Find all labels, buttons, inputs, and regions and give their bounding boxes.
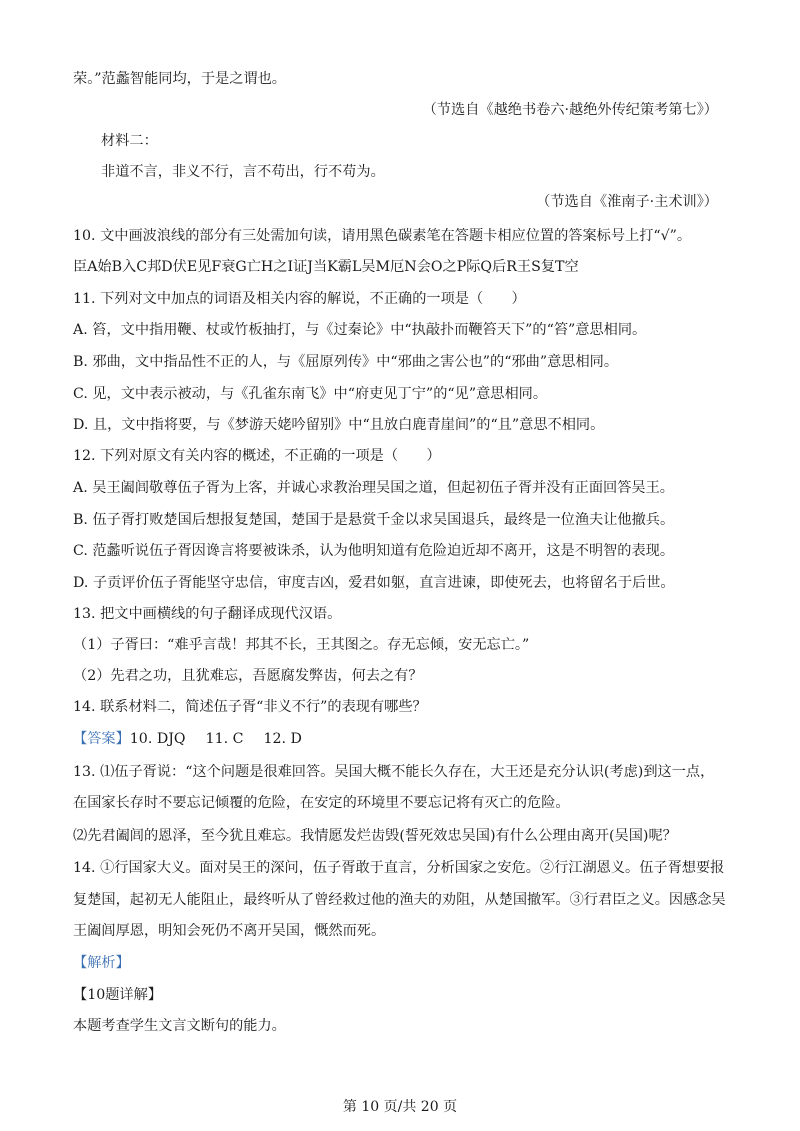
answer-14-line: 14. ①行国家大义。面对吴王的深问，伍子胥敢于直言，分析国家之安危。②行江湖恩义。伍子胥想要报 xyxy=(73,860,725,876)
detail-text: 本题考查学生文言文断句的能力。 xyxy=(73,1018,286,1034)
detail-heading: 【10题详解】 xyxy=(73,987,162,1003)
page-number: 第 10 页/共 20 页 xyxy=(342,1099,458,1115)
source-citation: （节选自《越绝书卷六·越绝外传纪策考第七》） xyxy=(422,102,718,118)
question-14: 14. 联系材料二，简述伍子胥“非义不行”的表现有哪些？ xyxy=(73,699,427,715)
answer-13-line: 在国家长存时不要忘记倾覆的危险，在安定的环境里不要忘记将有灭亡的危险。 xyxy=(73,795,570,811)
answer-13-line: 13. ⑴伍子胥说：“这个问题是很难回答。吴国大概不能长久存在，大王还是充分认识(考虑)到这一点， xyxy=(73,764,715,780)
answer-14-line: 复楚国，起初无人能阻止，最终听从了曾经救过他的渔夫的劝阻，从楚国撤军。③行君臣之义。因感念吴 xyxy=(73,892,726,908)
option-c: C. 范蠡听说伍子胥因谗言将要被诛杀，认为他明知道有危险迫近却不离开，这是不明智的表现。 xyxy=(73,543,675,559)
answer-10: 10. DJQ xyxy=(129,731,186,747)
option-c: C. 见，文中表示被动，与《孔雀东南飞》中“府吏见丁宁”的“见”意思相同。 xyxy=(73,386,548,402)
option-b: B. 邪曲，文中指品性不正的人，与《屈原列传》中“邪曲之害公也”的“邪曲”意思相同。 xyxy=(73,354,619,370)
option-a: A. 笞，文中指用鞭、杖或竹板抽打，与《过秦论》中“执敲扑而鞭笞天下”的“笞”意思相同。 xyxy=(73,322,647,338)
material-text: 非道不言，非义不行，言不苟出，行不苟为。 xyxy=(101,164,385,180)
question-13: 13. 把文中画横线的句子翻译成现代汉语。 xyxy=(73,606,342,622)
question-10-options: 臣A始B入C邦D伏E见F衰G亡H之I证J当K霸L吴M厄N会O之P际Q后R王S复T空 xyxy=(73,259,579,275)
answer-11: 11. C xyxy=(205,731,244,747)
answer-12: 12. D xyxy=(263,731,302,747)
answer-label: 【答案】 xyxy=(73,731,130,747)
analysis-label: 【解析】 xyxy=(73,955,130,971)
answer-14-line: 王阖闾厚恩，明知会死仍不离开吴国，慨然而死。 xyxy=(73,923,386,939)
option-d: D. 且，文中指将要，与《梦游天姥吟留别》中“且放白鹿青崖间”的“且”意思不相同。 xyxy=(73,417,605,433)
question-13-part1: （1）子胥曰：“难乎言哉！邦其不长，王其图之。存无忘倾，安无忘亡。” xyxy=(73,637,530,653)
question-12: 12. 下列对原文有关内容的概述，不正确的一项是（ ） xyxy=(73,448,441,464)
text-line: 荣。”范蠡智能同均，于是之谓也。 xyxy=(73,71,286,87)
material-heading: 材料二： xyxy=(101,133,158,149)
question-11: 11. 下列对文中加点的词语及相关内容的解说，不正确的一项是（ ） xyxy=(73,291,526,307)
option-b: B. 伍子胥打败楚国后想报复楚国，楚国于是悬赏千金以求吴国退兵，最终是一位渔夫让他撤兵。 xyxy=(73,512,675,528)
source-citation: （节选自《淮南子·主术训》） xyxy=(536,194,718,210)
option-d: D. 子贡评价伍子胥能坚守忠信，审度吉凶，爱君如躯，直言进谏，即使死去，也将留名于后世。 xyxy=(73,575,675,591)
answer-row xyxy=(73,729,302,749)
answer-13-line: ⑵先君阖闾的恩泽，至今犹且难忘。我情愿发烂齿毁(誓死效忠吴国)有什么公理由离开(吴国)呢？ xyxy=(73,828,677,844)
option-a: A. 吴王阖闾敬尊伍子胥为上客，并诚心求教治理吴国之道，但起初伍子胥并没有正面回答吴王。 xyxy=(73,480,674,496)
question-13-part2: （2）先君之功，且犹难忘，吾愿腐发弊齿，何去之有？ xyxy=(73,668,423,684)
question-10: 10. 文中画波浪线的部分有三处需加句读，请用黑色碳素笔在答题卡相应位置的答案标号上打“√”。 xyxy=(73,228,692,244)
